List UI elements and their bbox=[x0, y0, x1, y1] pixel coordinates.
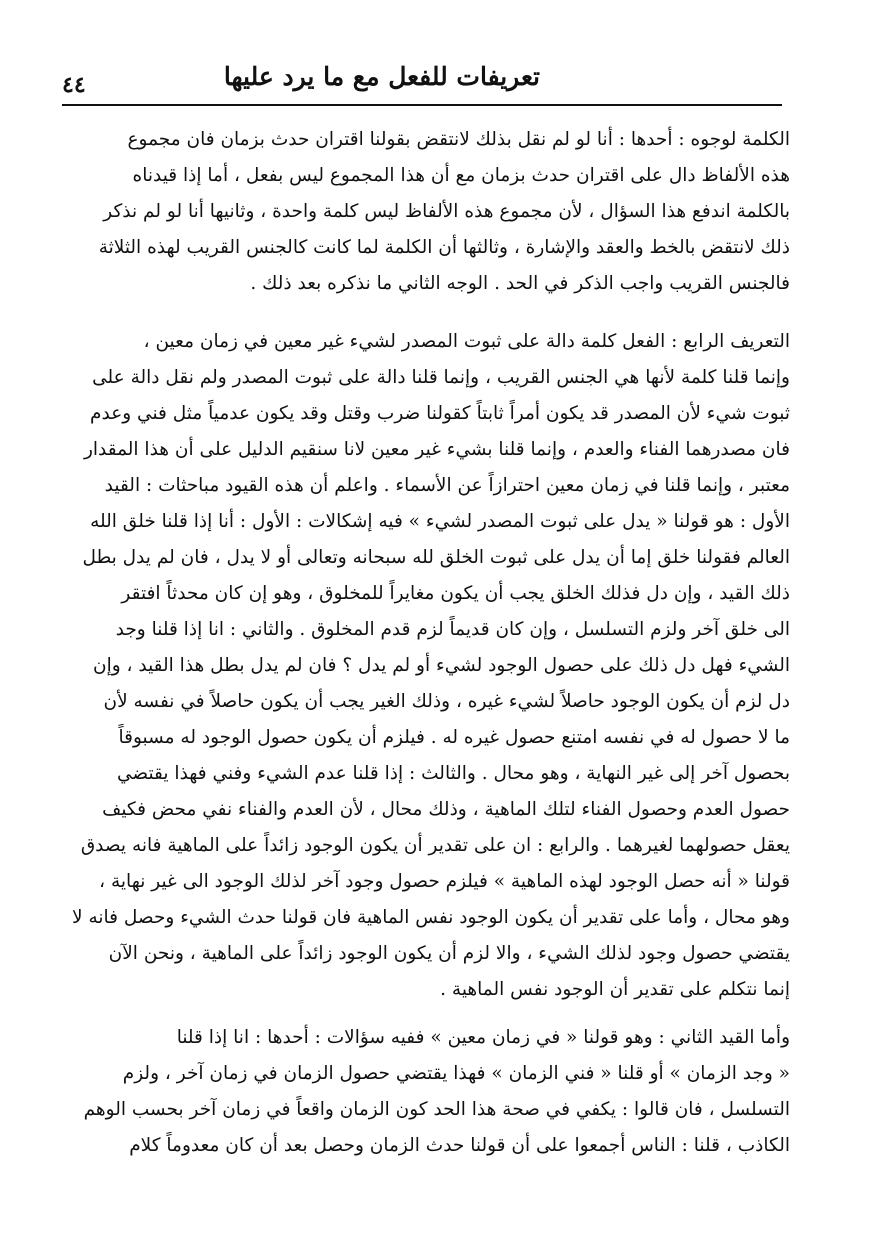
text-line: بحصول آخر إلى غير النهاية ، وهو محال . والثالث : إذا قلنا عدم الشيء وفني فهذا يقتضي bbox=[117, 763, 790, 784]
text-line: وإنما قلنا كلمة لأنها هي الجنس القريب ، وإنما قلنا دالة على ثبوت المصدر ولم نقل دالة على bbox=[92, 367, 790, 388]
paragraph-1 bbox=[60, 122, 790, 302]
text-line: معتبر ، وإنما قلنا في زمان معين احترازاً عن الأسماء . واعلم أن هذه القيود مباحثات : القيد bbox=[104, 475, 790, 496]
running-title: تعريفات للفعل مع ما يرد عليها bbox=[223, 62, 540, 91]
text-line: يقتضي حصول وجود لذلك الشيء ، والا لزم أن يكون الوجود زائداً على الماهية ، ونحن الآن bbox=[108, 943, 790, 964]
text-line: إنما نتكلم على تقدير أن الوجود نفس الماهية . bbox=[440, 979, 790, 1000]
text-line: الأول : هو قولنا « يدل على ثبوت المصدر لشيء » فيه إشكالات : الأول : أنا إذا قلنا خلق الله bbox=[90, 511, 790, 532]
text-line: وأما القيد الثاني : وهو قولنا « في زمان معين » ففيه سؤالات : أحدها : انا إذا قلنا bbox=[176, 1027, 790, 1048]
text-line: الى خلق آخر ولزم التسلسل ، وإن كان قديماً لزم قدم المخلوق . والثاني : انا إذا قلنا وجد bbox=[115, 619, 790, 640]
text-line: فالجنس القريب واجب الذكر في الحد . الوجه الثاني ما نذكره بعد ذلك . bbox=[250, 273, 790, 294]
page-number: ٤٤ bbox=[62, 72, 86, 98]
text-line: الشيء فهل دل ذلك على حصول الوجود لشيء أو لم يدل ؟ فان لم يدل بطل هذا القيد ، وإن bbox=[92, 655, 790, 676]
text-line: حصول العدم وحصول الفناء لتلك الماهية ، وذلك محال ، لأن العدم والفناء نفي محض فكيف bbox=[102, 799, 790, 820]
text-line: الكلمة لوجوه : أحدها : أنا لو لم نقل بذلك لانتقض بقولنا اقتران حدث بزمان فان مجموع bbox=[127, 129, 790, 150]
text-line: « وجد الزمان » أو قلنا « فني الزمان » فهذا يقتضي حصول الزمان في زمان آخر ، ولزم bbox=[122, 1063, 790, 1084]
text-line: دل لزم أن يكون الوجود حاصلاً لشيء غيره ، وذلك الغير يجب أن يكون حاصلاً في نفسه لأن bbox=[103, 691, 790, 712]
text-line: فان مصدرهما الفناء والعدم ، وإنما قلنا بشيء غير معين لانا سنقيم الدليل على أن هذا المقدار bbox=[83, 439, 790, 460]
text-line: ما لا حصول له في نفسه امتنع حصول غيره له . فيلزم أن يكون حصول الوجود له مسبوقاً bbox=[118, 727, 790, 748]
text-line: التسلسل ، فان قالوا : يكفي في صحة هذا الحد كون الزمان واقعاً في زمان آخر بحسب الوهم bbox=[83, 1099, 790, 1120]
text-line: التعريف الرابع : الفعل كلمة دالة على ثبوت المصدر لشيء غير معين في زمان معين ، bbox=[143, 331, 790, 352]
text-line: هذه الألفاظ دال على اقتران حدث بزمان مع أن هذا المجموع ليس بفعل ، أما إذا قيدناه bbox=[132, 165, 790, 186]
text-line: ذلك القيد ، وإن دل فذلك الخلق يجب أن يكون مغايراً للمخلوق ، وهو إن كان محدثاً افتقر bbox=[121, 583, 790, 604]
text-line: ثبوت شيء لأن المصدر قد يكون أمراً ثابتاً كقولنا ضرب وقتل وقد يكون عدمياً مثل فني وعدم bbox=[90, 403, 790, 424]
text-line: وهو محال ، وأما على تقدير أن يكون الوجود نفس الماهية فان قولنا حدث الشيء وحصل فانه لا bbox=[72, 907, 790, 928]
text-line: يعقل حصولهما لغيرهما . والرابع : ان على تقدير أن يكون الوجود زائداً على الماهية فانه يصدق bbox=[80, 835, 790, 856]
text-line: قولنا « أنه حصل الوجود لهذه الماهية » فيلزم حصول وجود آخر لذلك الوجود الى غير نهاية ، bbox=[99, 871, 790, 892]
paragraph-3 bbox=[60, 1020, 790, 1164]
paragraph-2 bbox=[60, 324, 790, 1008]
text-line: العالم فقولنا خلق إما أن يدل على ثبوت الخلق لله سبحانه وتعالى أو لا يدل ، فان لم يدل بطل bbox=[82, 547, 790, 568]
text-line: ذلك لانتقض بالخط والعقد والإشارة ، وثالثها أن الكلمة لما كانت كالجنس القريب لهذه الثلاثة bbox=[98, 237, 790, 258]
text-line: بالكلمة اندفع هذا السؤال ، لأن مجموع هذه الألفاظ ليس كلمة واحدة ، وثانيها أنا لو لم نذكر bbox=[103, 201, 790, 222]
text-line: الكاذب ، قلنا : الناس أجمعوا على أن قولنا حدث الزمان وحصل بعد أن كان معدوماً كلام bbox=[129, 1135, 790, 1156]
body-text bbox=[60, 122, 790, 1164]
page-header bbox=[62, 52, 782, 106]
